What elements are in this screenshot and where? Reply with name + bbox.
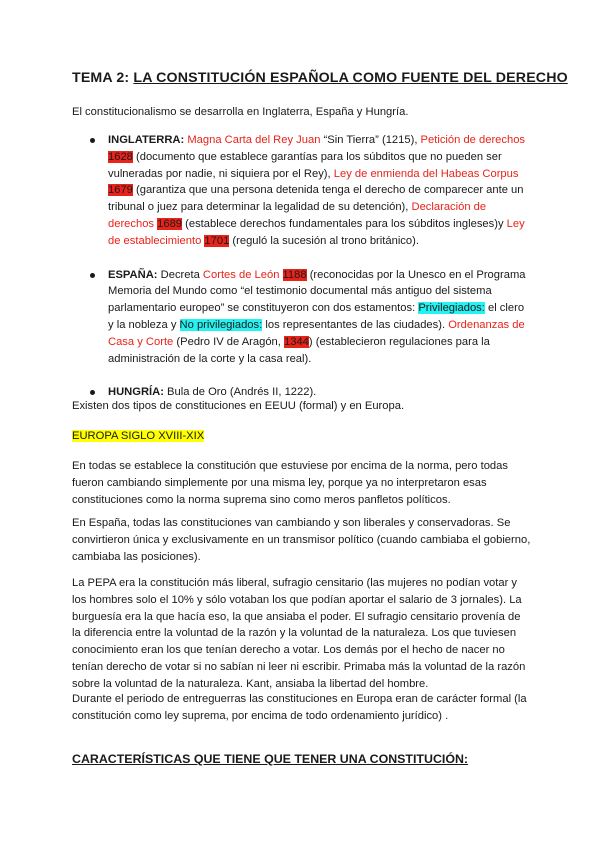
label-espana: ESPAÑA: bbox=[108, 268, 158, 281]
cortes-leon: Cortes de León bbox=[202, 268, 280, 281]
text-espana-1: (reconocidas por la Unesco en el Programa Memoria del Mundo como “el testimonio documental más antiguo del sistema parlamentario europeo” se constituyeron con dos estamentos: bbox=[108, 268, 526, 315]
text-espana-5: ) (establecieron regulaciones para la administración de la corte y la casa real). bbox=[108, 335, 490, 365]
title-prefix: TEMA 2: bbox=[72, 70, 134, 86]
text-espana-4: (Pedro IV de Aragón, bbox=[173, 335, 284, 348]
europa-heading bbox=[72, 428, 532, 445]
peticion-derechos: Petición de derechos bbox=[420, 134, 526, 146]
paragraph-entreguerras: Durante el periodo de entreguerras las constituciones en Europa eran de carácter formal (la constitución como ley suprema, por encima de todo ordenamiento jurídico) . bbox=[72, 693, 527, 722]
year-1628: 1628 bbox=[108, 150, 133, 163]
paragraph-espana-constituciones: En España, todas las constituciones van cambiando y son liberales y conservadoras. Se convirtieron única y exclusivamente en un transmisor político (cuando cambiaba el gobierno, cambiaba las posiciones). bbox=[72, 517, 531, 563]
year-1188: 1188 bbox=[282, 268, 307, 281]
title-underlined: LA CONSTITUCIÓN ESPAÑOLA COMO FUENTE DEL DERECHO bbox=[133, 70, 568, 86]
year-1344: 1344 bbox=[284, 335, 309, 348]
label-hungria: HUNGRÍA: bbox=[108, 386, 164, 399]
europa-heading-highlight: EUROPA SIGLO XVIII-XIX bbox=[72, 430, 205, 442]
list-item-inglaterra bbox=[72, 132, 532, 250]
text-inglaterra-2: (garantiza que una persona detenida tenga el derecho de comparecer ante un tribunal o juez para determinar la legalidad de su detención), bbox=[108, 184, 524, 214]
countries-list bbox=[72, 132, 532, 401]
text-decreta: Decreta bbox=[157, 268, 203, 281]
magna-carta: Magna Carta del Rey Juan bbox=[187, 134, 321, 146]
no-privilegiados-highlight: No privilegiados: bbox=[179, 318, 263, 331]
text-inglaterra-3: (establece derechos fundamentales para los súbditos ingleses)y bbox=[182, 217, 507, 230]
text-espana-3: los representantes de las ciudades). bbox=[262, 318, 449, 331]
label-inglaterra: INGLATERRA: bbox=[108, 134, 185, 146]
year-1689: 1689 bbox=[157, 217, 183, 230]
list-item-espana bbox=[72, 267, 532, 368]
privilegiados-highlight: Privilegiados: bbox=[418, 302, 485, 315]
year-1679: 1679 bbox=[108, 184, 133, 197]
intro-paragraph: El constitucionalismo se desarrolla en Inglaterra, España y Hungría. bbox=[72, 106, 409, 118]
text-hungria: Bula de Oro (Andrés II, 1222). bbox=[163, 386, 317, 399]
declaracion-derechos: Declaración de derechos bbox=[108, 201, 487, 230]
page-title bbox=[72, 68, 568, 89]
year-1701: 1701 bbox=[204, 234, 230, 247]
text-inglaterra-4: (reguló la sucesión al trono británico). bbox=[229, 234, 419, 247]
paragraph-norma: En todas se establece la constitución que estuviese por encima de la norma, pero todas fueron cambiando simplemente por una misma ley, porque ya no interpretaron esas constituciones como la norma suprema sino como meros panfletos políticos. bbox=[72, 460, 508, 506]
ordenanzas-casa-corte: Ordenanzas de Casa y Corte bbox=[108, 318, 525, 348]
text-espana-2: el clero y la nobleza y bbox=[108, 302, 525, 331]
paragraph-pepa: La PEPA era la constitución más liberal, sufragio censitario (las mujeres no podían votar y los hombres solo el 10% y sólo votaban los que podían aportar el salario de 3 jornales). La burguesía era la que hacía eso, la que ansiaba el poder. El sufragio censitario provenía de la diferencia entre la voluntad de la razón y la voluntad de la naturaleza. Los que tuviesen conocimiento eran los que tenían derecho a votar. Los demás por el hecho de nacer no tenían derecho de votar si no sabían ni leer ni escribir. Primaba más la voluntad de la razón sobre la voluntad de la naturaleza. Kant, ansiaba la libertad del hombre. bbox=[72, 577, 526, 690]
caracteristicas-heading: CARACTERÍSTICAS QUE TIENE QUE TENER UNA CONSTITUCIÓN: bbox=[72, 752, 469, 766]
text-inglaterra-1: (documento que establece garantías para los súbditos que no pueden ser vulneradas por nadie, ni siquiera por el Rey), bbox=[108, 150, 502, 180]
habeas-corpus: Ley de enmienda del Habeas Corpus bbox=[333, 167, 519, 180]
text-sin-tierra: “Sin Tierra” (1215), bbox=[320, 134, 421, 146]
ley-establecimiento: Ley de establecimiento bbox=[108, 217, 525, 247]
two-types-paragraph: Existen dos tipos de constituciones en EEUU (formal) y en Europa. bbox=[72, 400, 405, 412]
